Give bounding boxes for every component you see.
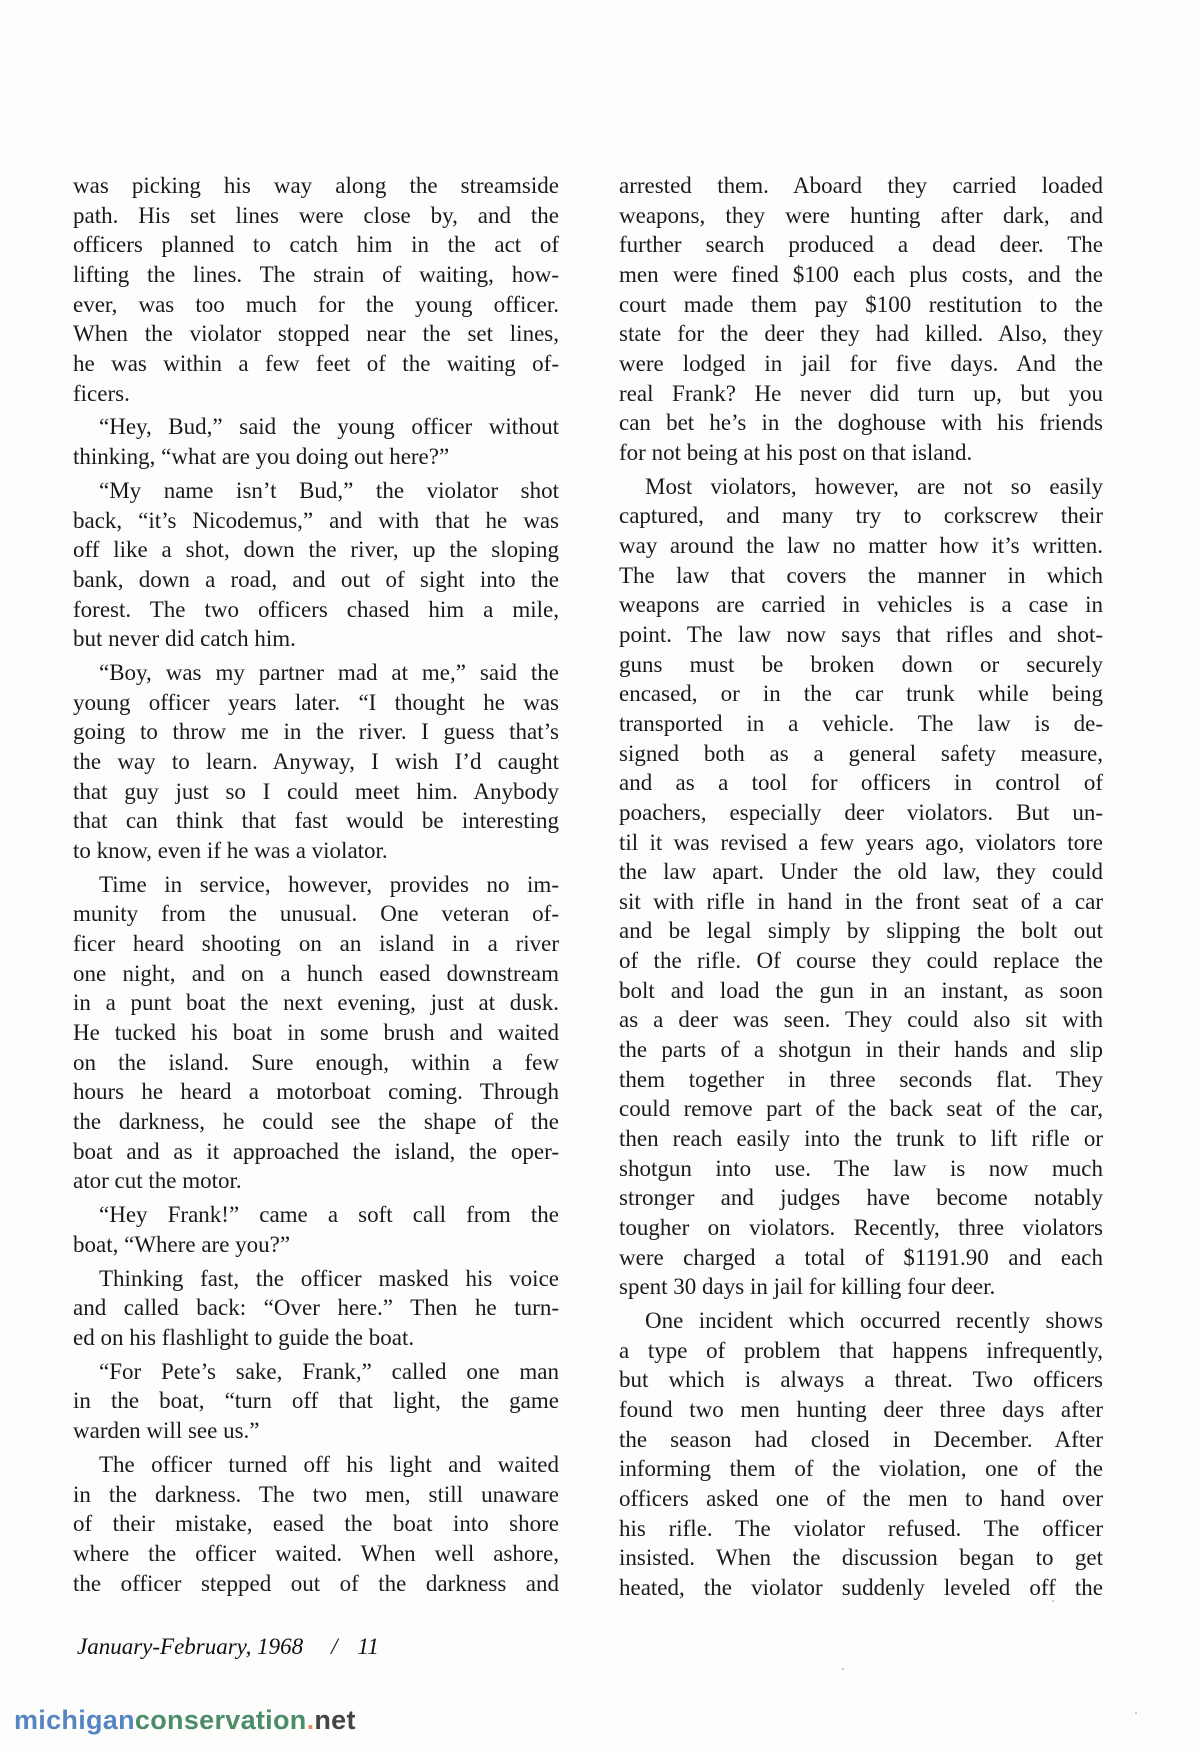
print-speck bbox=[842, 1668, 844, 1670]
site-watermark bbox=[14, 1705, 356, 1736]
text-line: guns must be broken down or securely bbox=[619, 651, 1103, 677]
text-line: back, “it’s Nicodemus,” and with that he was bbox=[73, 507, 559, 533]
text-line: ever, was too much for the young officer. bbox=[73, 291, 559, 317]
text-line: poachers, especially deer violators. But un- bbox=[619, 799, 1103, 825]
text-line: “Hey Frank!” came a soft call from the bbox=[99, 1202, 559, 1228]
text-line: of the rifle. Of course they could replace the bbox=[619, 948, 1103, 974]
text-line: tougher on violators. Recently, three violators bbox=[619, 1214, 1103, 1240]
text-line: in a punt boat the next evening, just at dusk. bbox=[73, 990, 559, 1016]
text-line: can bet he’s in the doghouse with his friends bbox=[619, 410, 1103, 436]
text-line: path. His set lines were close by, and the bbox=[73, 202, 559, 228]
text-line: that guy just so I could meet him. Anybody bbox=[73, 778, 559, 804]
text-line: could remove part of the back seat of the car, bbox=[619, 1096, 1103, 1122]
page-number: 11 bbox=[357, 1634, 379, 1659]
text-line: the law apart. Under the old law, they could bbox=[619, 859, 1103, 885]
text-line: but never did catch him. bbox=[73, 626, 296, 652]
text-line: “My name isn’t Bud,” the violator shot bbox=[99, 477, 559, 503]
text-line: and called back: “Over here.” Then he turn- bbox=[73, 1295, 559, 1321]
text-line: ed on his flashlight to guide the boat. bbox=[73, 1324, 415, 1350]
page-footer bbox=[77, 1634, 379, 1660]
text-line: Most violators, however, are not so easily bbox=[645, 473, 1103, 499]
text-line: signed both as a general safety measure, bbox=[619, 740, 1103, 766]
text-line: lifting the lines. The strain of waiting, how- bbox=[73, 261, 559, 287]
text-line: “Hey, Bud,” said the young officer without bbox=[99, 414, 559, 440]
text-line: the darkness, he could see the shape of the bbox=[73, 1108, 559, 1134]
text-line: captured, and many try to corkscrew their bbox=[619, 503, 1103, 529]
text-line: “Boy, was my partner mad at me,” said the bbox=[99, 660, 559, 685]
text-line: way around the law no matter how it’s written. bbox=[619, 533, 1103, 558]
footer-separator: / bbox=[331, 1634, 338, 1659]
text-line: munity from the unusual. One veteran of- bbox=[73, 901, 559, 927]
text-line: were charged a total of $1191.90 and each bbox=[619, 1244, 1103, 1270]
text-line: The law that covers the manner in which bbox=[619, 562, 1103, 588]
text-line: in the boat, “turn off that light, the game bbox=[73, 1388, 559, 1414]
text-line: ator cut the motor. bbox=[73, 1168, 242, 1194]
text-line: stronger and judges have become notably bbox=[619, 1185, 1103, 1211]
text-line: “For Pete’s sake, Frank,” called one man bbox=[99, 1358, 559, 1384]
text-line: til it was revised a few years ago, violators tore bbox=[619, 829, 1103, 855]
watermark-dot: . bbox=[306, 1705, 315, 1735]
text-line: but which is always a threat. Two officers bbox=[619, 1367, 1103, 1393]
text-line: them together in three seconds flat. They bbox=[619, 1066, 1103, 1092]
watermark-michigan: michigan bbox=[14, 1705, 135, 1735]
text-line: spent 30 days in jail for killing four deer. bbox=[619, 1274, 996, 1300]
text-line: informing them of the violation, one of the bbox=[619, 1456, 1103, 1482]
issue-date: January-February, 1968 bbox=[77, 1634, 304, 1659]
text-line: young officer years later. “I thought he was bbox=[73, 689, 559, 715]
text-line: his rifle. The violator refused. The officer bbox=[619, 1515, 1103, 1541]
text-line: then reach easily into the trunk to lift rifle or bbox=[619, 1126, 1103, 1151]
text-line: real Frank? He never did turn up, but you bbox=[619, 380, 1103, 406]
text-line: and as a tool for officers in control of bbox=[619, 770, 1103, 796]
text-line: When the violator stopped near the set lines, bbox=[73, 321, 559, 347]
text-line: Thinking fast, the officer masked his voice bbox=[99, 1265, 559, 1291]
text-line: forest. The two officers chased him a mile, bbox=[73, 596, 559, 622]
text-line: officers planned to catch him in the act of bbox=[73, 232, 559, 258]
text-line: warden will see us.” bbox=[73, 1418, 260, 1444]
text-line: one night, and on a hunch eased downstream bbox=[73, 960, 559, 986]
text-line: men were fined $100 each plus costs, and the bbox=[619, 261, 1103, 287]
text-line: hours he heard a motorboat coming. Through bbox=[73, 1079, 559, 1105]
text-line: He tucked his boat in some brush and waited bbox=[73, 1020, 559, 1045]
text-line: on the island. Sure enough, within a few bbox=[73, 1049, 559, 1075]
print-speck bbox=[1052, 1600, 1054, 1602]
text-line: transported in a vehicle. The law is de- bbox=[619, 710, 1103, 736]
text-line: bolt and load the gun in an instant, as soon bbox=[619, 977, 1103, 1003]
text-line: state for the deer they had killed. Also, they bbox=[619, 321, 1103, 347]
text-line: off like a shot, down the river, up the sloping bbox=[73, 537, 559, 563]
text-line: arrested them. Aboard they carried loaded bbox=[619, 173, 1103, 198]
text-line: of their mistake, eased the boat into shore bbox=[73, 1511, 559, 1537]
text-line: Time in service, however, provides no im- bbox=[99, 871, 559, 897]
text-line: that can think that fast would be interesting bbox=[73, 808, 559, 834]
text-line: bank, down a road, and out of sight into the bbox=[73, 566, 559, 592]
text-line: going to throw me in the river. I guess that’s bbox=[73, 719, 559, 745]
text-line: The officer turned off his light and waited bbox=[99, 1451, 559, 1477]
text-line: ficer heard shooting on an island in a river bbox=[73, 931, 559, 957]
text-line: the parts of a shotgun in their hands and slip bbox=[619, 1037, 1103, 1063]
text-line: a type of problem that happens infrequently, bbox=[619, 1337, 1103, 1363]
watermark-conservation: conservation bbox=[134, 1705, 307, 1735]
left-column bbox=[73, 171, 559, 1598]
text-line: heated, the violator suddenly leveled off the bbox=[619, 1574, 1103, 1600]
text-line: in the darkness. The two men, still unaware bbox=[73, 1481, 559, 1507]
text-line: and be legal simply by slipping the bolt out bbox=[619, 918, 1103, 944]
text-line: officers asked one of the men to hand over bbox=[619, 1486, 1103, 1511]
text-line: further search produced a dead deer. The bbox=[619, 232, 1103, 258]
text-line: insisted. When the discussion began to get bbox=[619, 1545, 1103, 1571]
text-line: he was within a few feet of the waiting of- bbox=[73, 350, 559, 376]
text-line: the officer stepped out of the darkness and bbox=[73, 1570, 559, 1596]
text-line: shotgun into use. The law is now much bbox=[619, 1155, 1103, 1181]
text-line: for not being at his post on that island. bbox=[619, 439, 973, 465]
right-column bbox=[619, 171, 1103, 1603]
text-line: point. The law now says that rifles and shot- bbox=[619, 621, 1103, 647]
text-line: were lodged in jail for five days. And the bbox=[619, 350, 1103, 376]
watermark-net: net bbox=[314, 1705, 356, 1735]
text-line: the season had closed in December. After bbox=[619, 1426, 1103, 1452]
text-line: sit with rifle in hand in the front seat of a car bbox=[619, 888, 1103, 914]
text-line: weapons, they were hunting after dark, and bbox=[619, 202, 1103, 228]
text-line: court made them pay $100 restitution to the bbox=[619, 291, 1103, 317]
text-line: thinking, “what are you doing out here?” bbox=[73, 444, 450, 470]
text-line: weapons are carried in vehicles is a case in bbox=[619, 592, 1103, 618]
text-line: boat and as it approached the island, the oper- bbox=[73, 1138, 559, 1164]
text-line: the way to learn. Anyway, I wish I’d caught bbox=[73, 748, 559, 774]
text-line: boat, “Where are you?” bbox=[73, 1231, 291, 1257]
print-speck bbox=[1135, 1712, 1137, 1714]
text-line: One incident which occurred recently shows bbox=[645, 1308, 1103, 1334]
text-line: as a deer was seen. They could also sit with bbox=[619, 1007, 1103, 1033]
text-line: was picking his way along the streamside bbox=[73, 173, 559, 198]
text-line: to know, even if he was a violator. bbox=[73, 837, 388, 863]
text-line: encased, or in the car trunk while being bbox=[619, 681, 1103, 707]
text-line: ficers. bbox=[73, 380, 130, 406]
text-line: where the officer waited. When well ashore, bbox=[73, 1540, 559, 1566]
text-line: found two men hunting deer three days after bbox=[619, 1397, 1103, 1423]
